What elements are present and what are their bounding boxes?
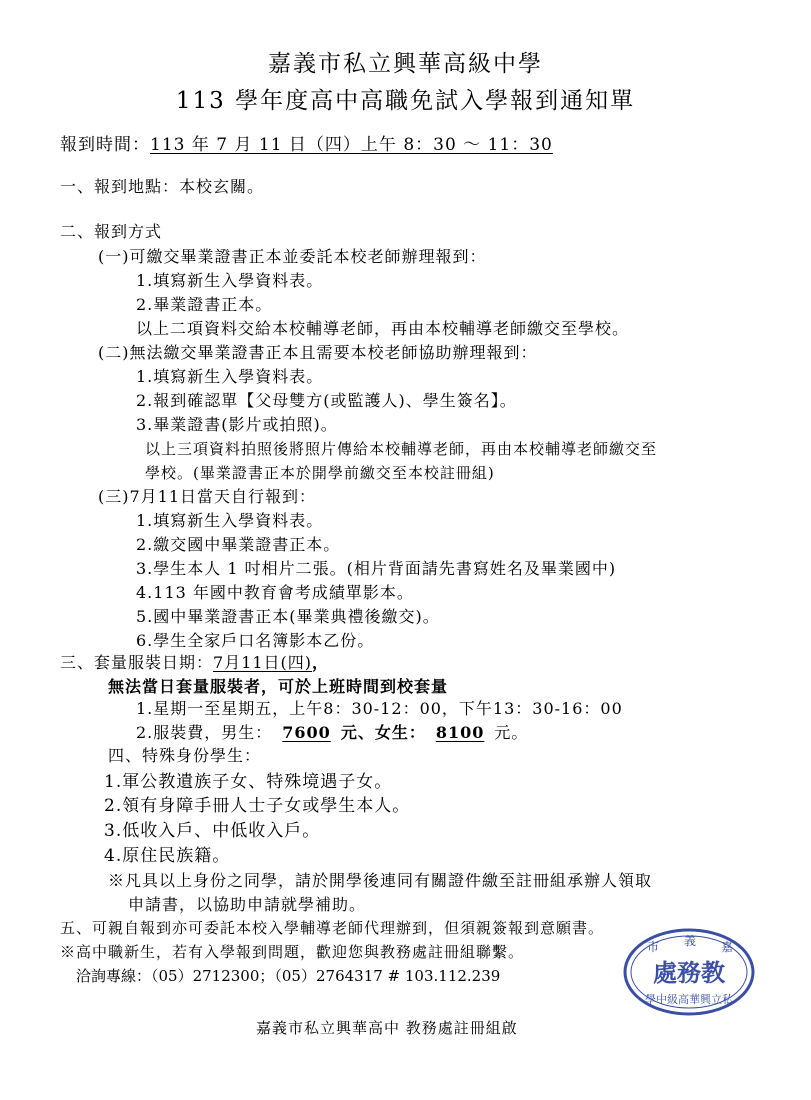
list-item: 3.畢業證書(影片或拍照)。 [136, 415, 338, 434]
list-item: 3.學生本人 1 吋相片二張。(相片背面請先書寫姓名及畢業國中) [136, 559, 617, 578]
list-item: 1.填寫新生入學資料表。 [136, 271, 324, 290]
section-4-heading: 四、特殊身份學生： [108, 746, 262, 765]
list-item: 1.填寫新生入學資料表。 [136, 511, 324, 530]
fee-text-3: 元。 [494, 723, 529, 742]
section-3-comma: ， [312, 653, 330, 672]
seal-top-char-2: 義 [684, 934, 697, 948]
male-fee: 7600 [282, 723, 331, 742]
fitting-hours: 1.星期一至星期五，上午8：30-12：00，下午13：30-16：00 [136, 699, 623, 718]
fee-text-2: 元、女生： [340, 723, 426, 742]
list-item: 4.原住民族籍。 [104, 846, 231, 866]
list-item: 5.國中畢業證書正本(畢業典禮後繳交)。 [136, 607, 440, 626]
seal-arc-text: 學中級高華興立私 [645, 993, 733, 1006]
section-1-location: 一、報到地點：本校玄關。 [60, 177, 265, 196]
subsection-a-heading: (一)可繳交畢業證書正本並委託本校老師辦理報到： [98, 247, 487, 266]
document-title: 113 學年度高中高職免試入學報到通知單 [175, 88, 636, 114]
list-item: 2.領有身障手冊人士子女或學生本人。 [104, 796, 411, 816]
subsection-a-note: 以上二項資料交給本校輔導老師，再由本校輔導老師繳交至學校。 [136, 319, 630, 338]
section-4-note-1: ※凡具以上身份之同學，請於開學後連同有關證件繳至註冊組承辦人領取 [108, 871, 653, 890]
section-5: 五、可親自報到亦可委託本校入學輔導老師代理辦到，但須親簽報到意願書。 [60, 919, 605, 937]
seal-center-text: 處務教 [653, 958, 725, 987]
list-item: 4.113 年國中教育會考成績單影本。 [136, 583, 414, 602]
notice-line: ※高中職新生，若有入學報到問題，歡迎您與教務處註冊組聯繫。 [60, 943, 525, 961]
uniform-fee-row [136, 723, 528, 743]
section-3-row [60, 653, 329, 673]
list-item: 1.軍公教遺族子女、特殊境遇子女。 [104, 772, 393, 792]
fitting-bold-note: 無法當日套量服裝者，可於上班時間到校套量 [108, 677, 449, 696]
subsection-b-note-1: 以上三項資料拍照後將照片傳給本校輔導老師，再由本校輔導老師繳交至 [145, 440, 658, 458]
list-item: 2.繳交國中畢業證書正本。 [136, 535, 341, 554]
seal-top-char-3: 嘉 [721, 940, 734, 954]
section-4-note-2: 申請書，以協助申請就學補助。 [128, 895, 367, 914]
section-2-heading: 二、報到方式 [60, 222, 163, 241]
school-seal [622, 927, 756, 1017]
fee-text-1: 2.服裝費，男生： [136, 723, 273, 742]
time-value: 113 年 7 月 11 日（四）上午 8：30 ～ 11：30 [150, 135, 553, 155]
subsection-b-note-2: 學校。(畢業證書正本於開學前繳交至本校註冊組) [145, 464, 495, 482]
time-row [60, 135, 553, 155]
section-3-label: 三、套量服裝日期： [60, 653, 214, 672]
fitting-date: 7月11日(四) [213, 653, 313, 672]
time-label: 報到時間： [60, 135, 150, 155]
list-item: 6.學生全家戶口名簿影本乙份。 [136, 631, 375, 650]
subsection-b-heading: (二)無法繳交畢業證書正本且需要本校老師協助辦理報到： [98, 343, 538, 362]
seal-top-char-1: 市 [647, 940, 660, 954]
subsection-c-heading: (三)7月11日當天自行報到： [98, 487, 317, 506]
contact-line: 洽詢專線：（05）2712300；（05）2764317 # 103.112.239 [76, 967, 501, 985]
footer-sign: 嘉義市私立興華高中 教務處註冊組啟 [256, 1019, 518, 1037]
list-item: 3.低收入戶、中低收入戶。 [104, 821, 321, 841]
list-item: 2.報到確認單【父母雙方(或監護人)、學生簽名】。 [136, 391, 517, 410]
list-item: 1.填寫新生入學資料表。 [136, 367, 324, 386]
female-fee: 8100 [435, 723, 485, 742]
list-item: 2.畢業證書正本。 [136, 295, 273, 314]
school-name: 嘉義市私立興華高級中學 [268, 51, 543, 77]
